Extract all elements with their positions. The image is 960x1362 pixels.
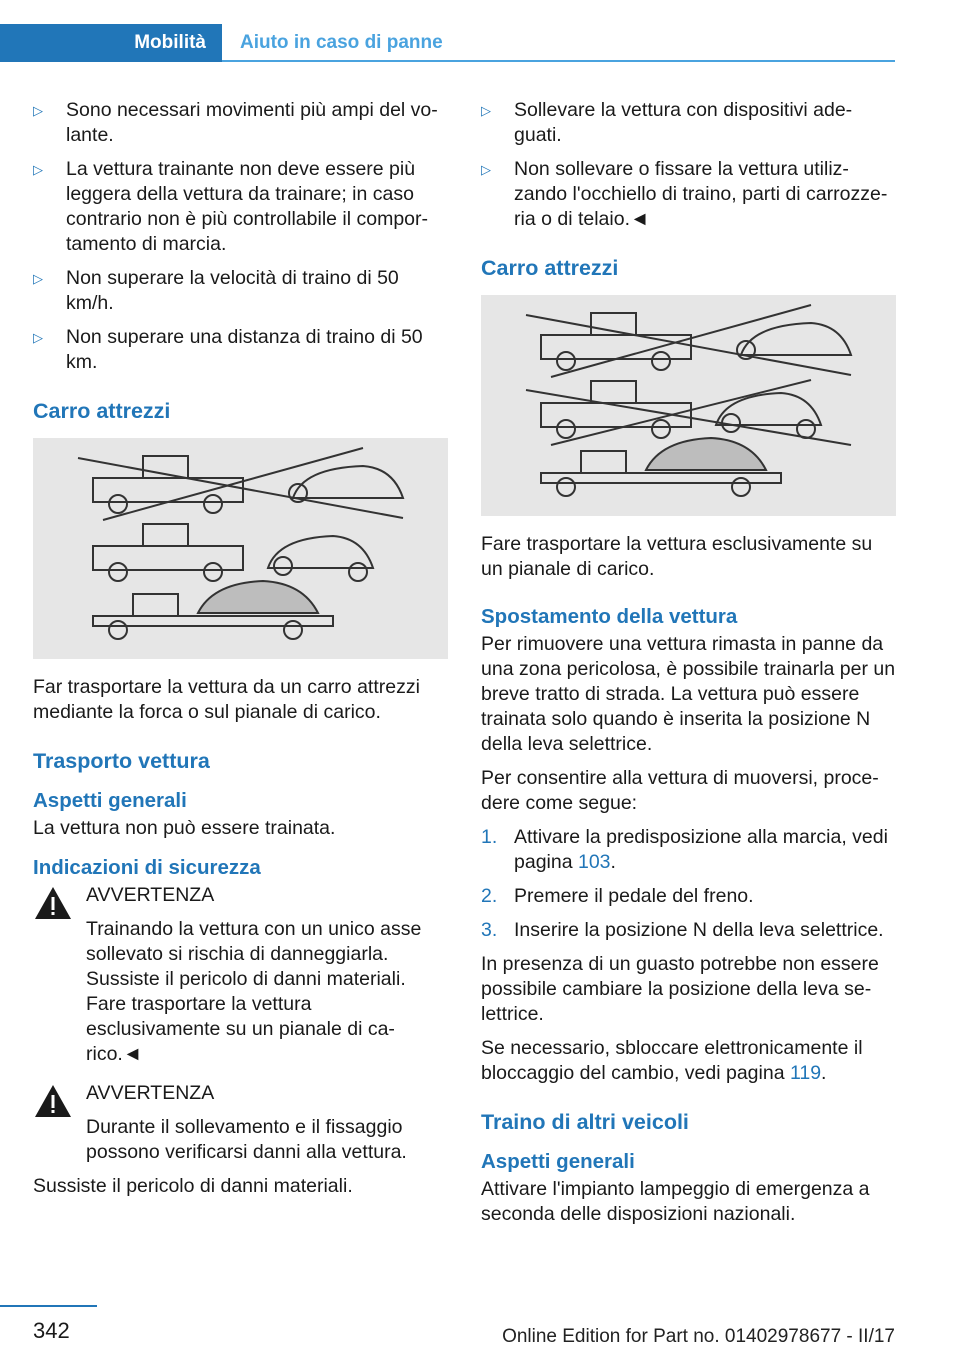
subheading-aspetti: Aspetti generali <box>481 1150 635 1173</box>
sblocco-text: Se necessario, sbloccare elettronicamente il bloccaggio del cambio, vedi pagina 119. <box>481 1037 863 1084</box>
warning-block <box>33 1081 448 1165</box>
warning-title: AVVERTENZA <box>86 1082 215 1104</box>
warning-text: Durante il sollevamento e il fissaggio possono verificarsi danni alla vettura. <box>86 1116 407 1163</box>
step-item: 2. Premere il pedale del freno. <box>481 885 754 907</box>
subheading-sicurezza: Indicazioni di sicurezza <box>33 856 261 879</box>
bullet-item: ▷ Non sollevare o fissare la vettura utiliz-zando l'occhiello di traino, parti di carrozze-ria o di telaio.◄ <box>481 157 896 232</box>
page-number: 342 <box>33 1318 70 1343</box>
warning-block <box>33 883 448 1067</box>
section-heading-traino: Traino di altri veicoli <box>481 1110 689 1134</box>
section-heading-carro: Carro attrezzi <box>33 399 171 423</box>
aspetti-text: Attivare l'impianto lampeggio di emergenza a seconda delle disposizioni nazionali. <box>481 1178 870 1225</box>
figure-caption: Far trasportare la vettura da un carro attrezzi mediante la forca o sul pianale di carico. <box>33 676 420 723</box>
warning-text: Trainando la vettura con un unico asse sollevato si rischia di danneggiarla. Sussiste il pericolo di danni materiali. Fare trasportare la vettura esclusivamente su un pianale di ca-rico.◄ <box>86 918 422 1065</box>
step-item: 3. Inserire la posizione N della leva selettrice. <box>481 919 884 941</box>
bullet-item: ▷ Sollevare la vettura con dispositivi ade-guati. <box>481 98 896 148</box>
tab-mobilita[interactable]: Mobilità <box>0 24 222 62</box>
guasto-text: In presenza di un guasto potrebbe non essere possibile cambiare la posizione della leva se-lettrice. <box>481 953 879 1025</box>
warning-icon <box>33 1083 73 1119</box>
header-divider <box>222 60 895 62</box>
left-column <box>33 98 448 1208</box>
section-heading-trasporto: Trasporto vettura <box>33 749 210 773</box>
aspetti-text: La vettura non può essere trainata. <box>33 817 336 839</box>
subheading-spostamento: Spostamento della vettura <box>481 605 738 628</box>
warning-icon <box>33 885 73 921</box>
right-column <box>481 98 896 1236</box>
footer-divider <box>0 1305 97 1307</box>
figure-caption: Fare trasportare la vettura esclusivamente su un pianale di carico. <box>481 533 873 580</box>
tow-truck-drawing <box>33 438 448 659</box>
tab-aiuto-panne[interactable]: Aiuto in caso di panne <box>240 32 443 53</box>
tow-truck-illustration <box>481 295 896 516</box>
bullet-item: ▷ Non superare la velocità di traino di 50 km/h. <box>33 266 448 316</box>
warning-text-extra: Sussiste il pericolo di danni materiali. <box>33 1175 353 1197</box>
edition-text: Online Edition for Part no. 01402978677 - II/17 <box>502 1326 895 1347</box>
subheading-aspetti: Aspetti generali <box>33 789 187 812</box>
page-header <box>0 24 895 62</box>
page-link[interactable]: 103 <box>577 851 611 873</box>
bullet-item: ▷ Sono necessari movimenti più ampi del vo-lante. <box>33 98 448 148</box>
bullet-item: ▷ La vettura trainante non deve essere più leggera della vettura da trainare; in caso contrario non è più controllabile il compor-tamento di marcia. <box>33 157 448 257</box>
warning-title: AVVERTENZA <box>86 884 215 906</box>
tow-truck-illustration <box>33 438 448 659</box>
step-item: 1. Attivare la predisposizione alla marcia, vedi pagina 103. <box>481 826 888 873</box>
section-heading-carro: Carro attrezzi <box>481 256 619 280</box>
bullet-item: ▷ Non superare una distanza di traino di 50 km. <box>33 325 448 375</box>
consentire-text: Per consentire alla vettura di muoversi, proce-dere come segue: <box>481 767 879 814</box>
spostamento-text: Per rimuovere una vettura rimasta in panne da una zona pericolosa, è possibile trainarla per un breve tratto di strada. La vettura può essere trainata solo quando è inserita la posizione N della leva selettrice. <box>481 633 896 755</box>
tow-truck-drawing <box>481 295 896 516</box>
page-link[interactable]: 119 <box>789 1062 822 1084</box>
